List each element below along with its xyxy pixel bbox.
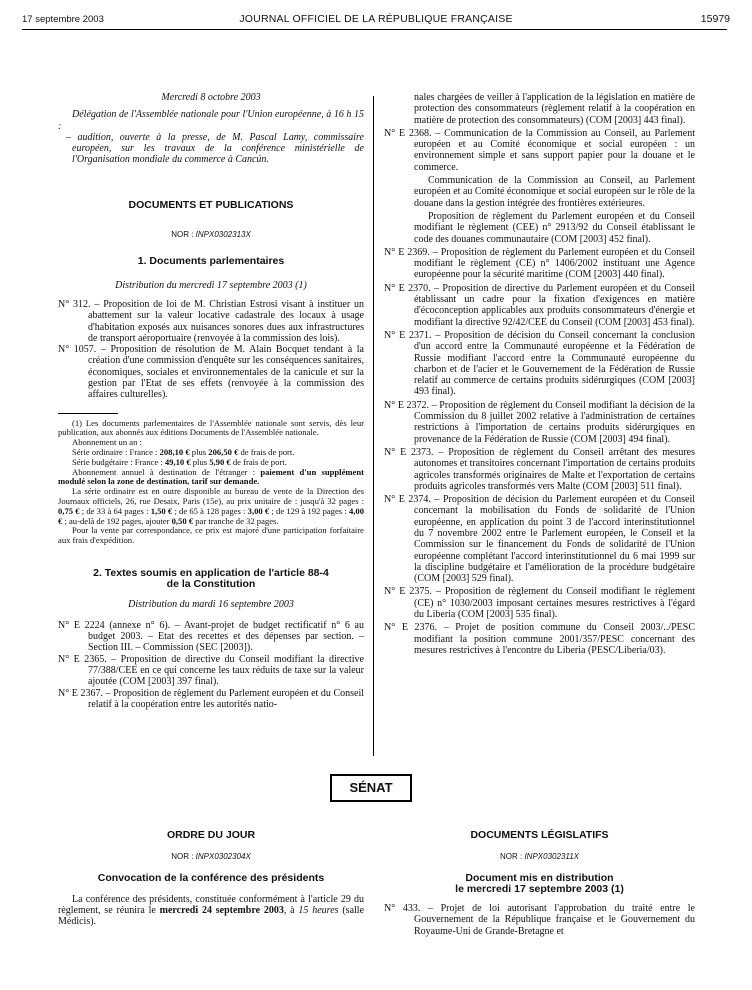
senat-agenda-text: La conférence des présidents, constituée conformément à l'article 29 du règlement, se réunira le mercredi 24 septembre 2003, à 15 heures (salle Médicis). xyxy=(58,893,365,928)
document-list-3 xyxy=(384,128,695,656)
list-item: N° E 2367. – Proposition de règlement du Parlement européen et du Conseil relatif à la coopération entre les autorités natio- xyxy=(58,687,365,710)
header-rule xyxy=(22,29,727,30)
document-list xyxy=(58,299,364,401)
section-title: DOCUMENTS ET PUBLICATIONS xyxy=(128,198,294,211)
list-item: N° E 2365. – Proposition de directive du Conseil modifiant la directive 77/388/CEE en ce qui concerne les taux réduits de taxe sur la valeur ajoutée (COM [2003] 397 final). xyxy=(58,653,364,688)
list-item: N° E 2376. – Projet de position commune du Conseil 2003/../PESC modifiant la position commune 2001/357/PESC concernant des mesures restrictives à l'encontre du Liberia (PESC/Liberia/03). xyxy=(384,622,695,656)
senat-agenda-title: ORDRE DU JOUR xyxy=(166,829,256,841)
page-number: 15979 xyxy=(700,13,730,25)
list-item: N° 312. – Proposition de loi de M. Christian Estrosi visant à instituer un abattement sur la valeur locative cadastrale des locaux à usage d'habitation exposés aux nuisances sonores dues aux infrastructures de transport aéroportuaire (renvoyée à la commission des lois). xyxy=(58,298,364,344)
senat-docs-title: DOCUMENTS LÉGISLATIFS xyxy=(470,829,609,841)
senat-right-column xyxy=(384,830,695,937)
subsection-title-2a: 2. Textes soumis en application de l'article 88-4 xyxy=(93,567,329,579)
list-item: N° E 2369. – Proposition de règlement du Parlement européen et du Conseil modifiant le règlement (CE) n° 1406/2002 instituant une Agence européenne pour la sécurité maritime (COM [2003] 440 final). xyxy=(384,246,696,281)
list-item: N° E 2371. – Proposition de décision du Conseil concernant la conclusion d'un accord entre la Communauté européenne et la Fédération de Russie modifiant l'accord entre la Communauté européenne du charbon et de l'acier et le Gouvernement de la Fédération de Russie relatif au commerce de certains produits sidérurgiques (COM [2003] 493 final). xyxy=(384,329,696,398)
column-divider xyxy=(373,96,374,756)
list-item: N° 1057. – Proposition de résolution de M. Alain Bocquet tendant à la création d'une commission d'enquête sur les conséquences sanitaires, économiques, sociales et environnementales de la canicule et sur la gestion par l'Etat de ses effets (renvoyée à la commission des affaires culturelles). xyxy=(58,344,364,401)
list-item: N° E 2373. – Proposition de règlement du Conseil arrêtant des mesures autonomes et transitoires concernant l'importation de certains produits agricoles transformés originaires de Malte et l'exportation de certains produits agricoles transformés vers Malte (COM [2003] 511 final). xyxy=(384,446,695,492)
distribution-date-2: Distribution du mardi 16 septembre 2003 xyxy=(128,598,294,610)
footnote: (1) Les documents parlementaires de l'Assemblée nationale sont servis, dès leur publication, aux abonnés aux éditions Documents de l'Assemblée nationale. Abonnement un an : Série ordinaire : France : 208,10 € plus 206,50 € de frais de port. Série budgétaire : France : 49,10 € plus 5,90 € de frais de port. Abonnement annuel à destination de l'étranger : paiement d'un supplément modulé selon la zone de destination, tarif sur demande. La série ordinaire est en outre disponible au bureau de vente de la Direction des Journaux officiels, 26, rue Desaix, Paris (15e), au prix unitaire de : jusqu'à 32 pages : 0,75 € ; de 33 à 64 pages : 1,50 € ; de 65 à 128 pages : 3,00 € ; de 129 à 192 pages : 4,00 € ; au-delà de 192 pages, ajouter 0,50 € par tranche de 32 pages. Pour la vente par correspondance, ce prix est majoré d'une participation forfaitaire aux frais d'expédition. xyxy=(58,417,364,546)
senat-agenda-subtitle: Convocation de la conférence des présidents xyxy=(97,871,325,884)
list-item: N° E 2374. – Proposition de décision du Parlement européen et du Conseil concernant la mobilisation du Fonds de solidarité de l'Union européenne, en application du point 3 de l'accord interinstitutionnel du 7 novembre 2002 entre le Parlement européen, le Conseil et la Commission sur le financement du Fonds de solidarité de l'Union européenne complétant l'accord interinstitutionnel du 6 mai 1999 sur la discipline budgétaire et l'amélioration de la procédure budgétaire (COM [2003] 529 final). xyxy=(384,494,695,585)
footnote-rule xyxy=(58,413,118,414)
list-item-para: Proposition de règlement du Parlement européen et du Conseil modifiant le règlement (CEE) n° 2913/92 du Conseil établissant le code des douanes communautaire (COM [2003] 452 final). xyxy=(414,210,695,245)
document-list-2 xyxy=(58,620,364,710)
nor-reference-2: NOR : INPX0302304X xyxy=(171,852,251,862)
nor-reference-3: NOR : INPX0302311X xyxy=(499,852,580,862)
list-item: N° 433. – Projet de loi autorisant l'approbation du traité entre le Gouvernement de la République française et le Gouvernement du Royaume-Uni de Grande-Bretagne et xyxy=(384,903,695,937)
list-item: N° E 2372. – Proposition de règlement du Conseil modifiant la décision de la Commission du 8 juillet 2002 relative à l'administration de certaines restrictions à l'importation de certains produits sidérurgiques en provenance de la Fédération de Russie (COM [2003] 494 final). xyxy=(384,399,695,445)
list-item: N° E 2370. – Proposition de directive du Parlement européen et du Conseil établissant un cadre pour la fixation d'exigences en matière d'écoconception applicables aux produits consommateurs d'énergie et modifiant la directive 92/42/CEE du Conseil (COM [2003] 453 final). xyxy=(384,282,695,328)
meeting-date: Mercredi 8 octobre 2003 xyxy=(161,92,261,103)
senat-left-column xyxy=(58,830,364,928)
nor-reference: NOR : INPX0302313X xyxy=(171,230,251,240)
journal-title: JOURNAL OFFICIEL DE LA RÉPUBLIQUE FRANÇAISE xyxy=(239,13,513,25)
subsection-title: 1. Documents parlementaires xyxy=(137,255,285,268)
senat-heading: SÉNAT xyxy=(330,774,412,802)
list-item-para: Communication de la Commission au Conseil, au Parlement européen et au Comité économique et social européen sur le rôle de la douane dans la gestion intégrée des frontières extérieures. xyxy=(414,175,695,209)
distribution-date: Distribution du mercredi 17 septembre 2003 (1) xyxy=(115,279,307,291)
senat-docs-subtitle-1: Document mis en distribution xyxy=(465,871,614,884)
left-column xyxy=(58,92,364,710)
continuation-text: nales chargées de veiller à l'application de la législation en matière de protection des consommateurs (règlement relatif à la coopération en matière de protection des consommateurs) (COM [2003] 443 final). xyxy=(414,92,695,126)
list-item: N° E 2375. – Proposition de règlement du Conseil modifiant le règlement (CE) n° 1030/2003 imposant certaines mesures restrictives à l'égard du Liberia (COM [2003] 535 final). xyxy=(384,586,695,621)
header-date: 17 septembre 2003 xyxy=(22,14,104,25)
senat-docs-subtitle-2: le mercredi 17 septembre 2003 (1) xyxy=(455,882,624,895)
delegation-item: – audition, ouverte à la presse, de M. Pascal Lamy, commissaire européen, sur les travaux de la conférence ministérielle de l'Organisation mondiale du commerce à Cancún. xyxy=(66,131,364,166)
list-item: N° E 2368. – Communication de la Commission au Conseil, au Parlement européen et au Comité économique et social européen : un environnement simple et sans support papier pour la douane et le commerce. xyxy=(384,127,695,173)
delegation-heading: Délégation de l'Assemblée nationale pour l'Union européenne, à 16 h 15 : xyxy=(58,109,364,132)
subsection-title-2b: de la Constitution xyxy=(166,578,256,591)
list-item: N° E 2224 (annexe n° 6). – Avant-projet de budget rectificatif n° 6 au budget 2003. – Etat des recettes et des dépenses par section. – Section III. – Commission (SEC [2003]). xyxy=(58,619,364,654)
right-column xyxy=(384,92,695,656)
